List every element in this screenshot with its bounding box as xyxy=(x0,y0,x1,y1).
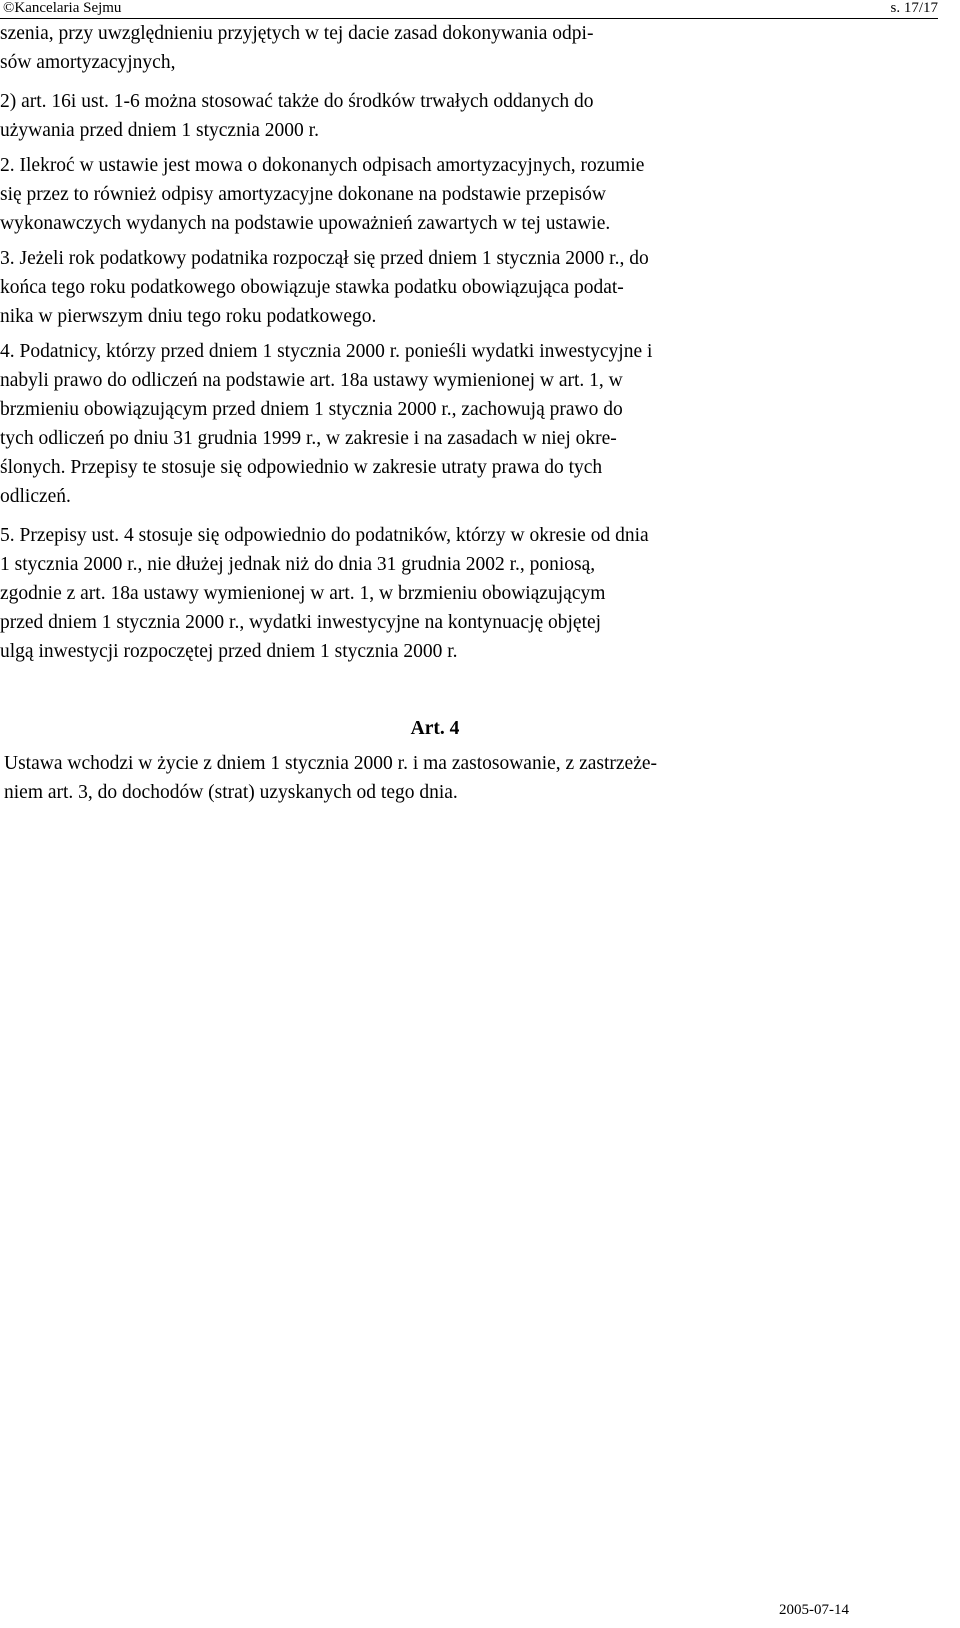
article-4-title: Art. 4 xyxy=(410,718,460,739)
continuation-paragraph xyxy=(0,19,826,77)
text-line: odliczeń. xyxy=(0,486,71,507)
text-line: 4. Podatnicy, którzy przed dniem 1 stycznia 2000 r. ponieśli wydatki inwestycyjne i xyxy=(0,341,653,362)
text-line: zgodnie z art. 18a ustawy wymienionej w art. 1, w brzmieniu obowiązującym xyxy=(0,583,606,604)
paragraph-3 xyxy=(0,244,826,331)
text-line: 2. Ilekroć w ustawie jest mowa o dokonanych odpisach amortyzacyjnych, rozumie xyxy=(0,155,645,176)
text-line: końca tego roku podatkowego obowiązuje stawka podatku obowiązująca podat- xyxy=(0,277,624,298)
text-line: szenia, przy uwzględnieniu przyjętych w tej dacie zasad dokonywania odpi- xyxy=(0,23,594,44)
list-item-2 xyxy=(0,87,826,145)
footer-date: 2005-07-14 xyxy=(779,1602,849,1618)
text-line: niem art. 3, do dochodów (strat) uzyskanych od tego dnia. xyxy=(4,782,458,803)
text-line: Ustawa wchodzi w życie z dniem 1 stycznia 2000 r. i ma zastosowanie, z zastrzeże- xyxy=(4,753,657,774)
text-line: 3. Jeżeli rok podatkowy podatnika rozpoczął się przed dniem 1 stycznia 2000 r., do xyxy=(0,248,649,269)
text-line: brzmieniu obowiązującym przed dniem 1 stycznia 2000 r., zachowują prawo do xyxy=(0,399,623,420)
text-line: wykonawczych wydanych na podstawie upoważnień zawartych w tej ustawie. xyxy=(0,213,611,234)
header-source: ©Kancelaria Sejmu xyxy=(3,0,122,16)
paragraph-4 xyxy=(0,337,826,511)
text-line: nika w pierwszym dniu tego roku podatkowego. xyxy=(0,306,377,327)
text-line: się przez to również odpisy amortyzacyjne dokonane na podstawie przepisów xyxy=(0,184,606,205)
text-line: sów amortyzacyjnych, xyxy=(0,52,176,73)
text-line: ślonych. Przepisy te stosuje się odpowiednio w zakresie utraty prawa do tych xyxy=(0,457,603,478)
text-line: przed dniem 1 stycznia 2000 r., wydatki inwestycyjne na kontynuację objętej xyxy=(0,612,602,633)
document-content xyxy=(0,19,960,807)
text-line: 2) art. 16i ust. 1-6 można stosować także do środków trwałych oddanych do xyxy=(0,91,594,112)
text-line: 5. Przepisy ust. 4 stosuje się odpowiednio do podatników, którzy w okresie od dnia xyxy=(0,525,649,546)
page-header xyxy=(0,0,938,19)
text-line: ulgą inwestycji rozpoczętej przed dniem 1 stycznia 2000 r. xyxy=(0,641,458,662)
text-line: tych odliczeń po dniu 31 grudnia 1999 r., w zakresie i na zasadach w niej okre- xyxy=(0,428,617,449)
header-page-number: s. 17/17 xyxy=(890,0,938,16)
text-line: używania przed dniem 1 stycznia 2000 r. xyxy=(0,120,319,141)
article-4-text xyxy=(0,749,841,807)
paragraph-5 xyxy=(0,521,826,666)
paragraph-2 xyxy=(0,151,826,238)
text-line: nabyli prawo do odliczeń na podstawie art. 18a ustawy wymienionej w art. 1, w xyxy=(0,370,623,391)
text-line: 1 stycznia 2000 r., nie dłużej jednak niż do dnia 31 grudnia 2002 r., poniosą, xyxy=(0,554,596,575)
